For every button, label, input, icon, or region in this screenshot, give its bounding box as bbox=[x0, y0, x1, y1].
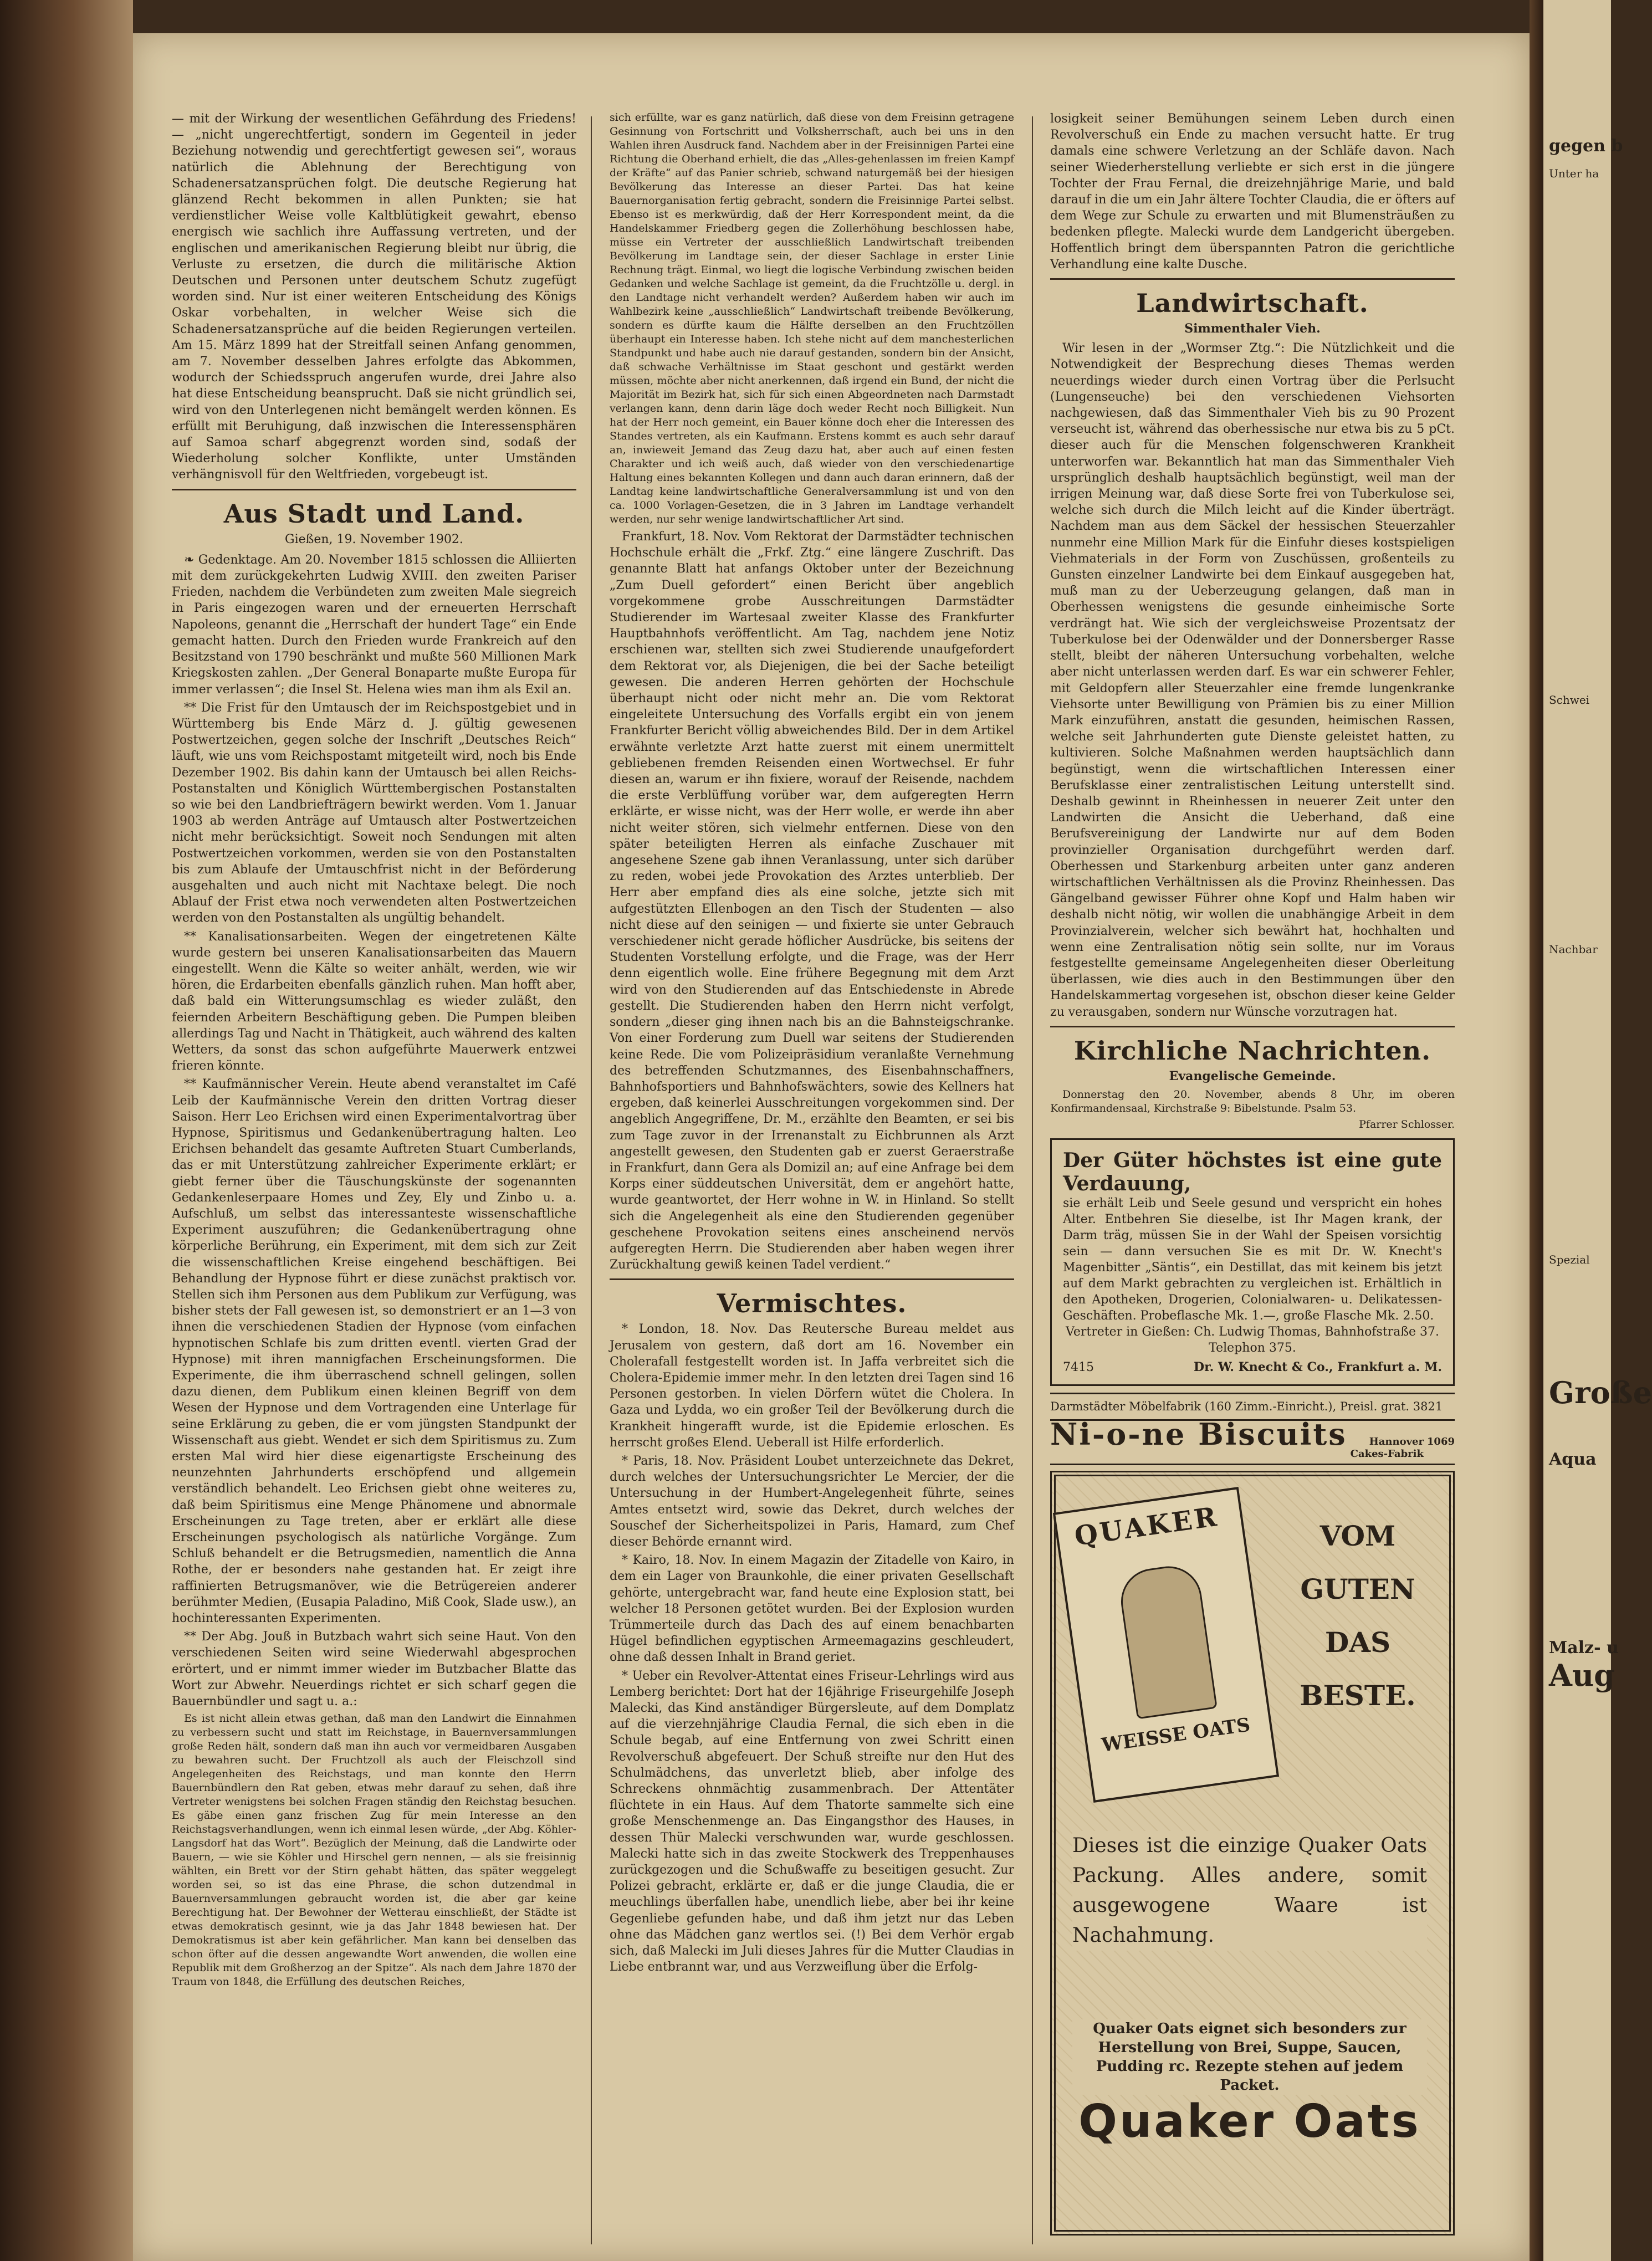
section-heading-aus-stadt-und-land: Aus Stadt und Land. bbox=[223, 498, 525, 529]
subheading-evangelische-gemeinde: Evangelische Gemeinde. bbox=[1169, 1068, 1336, 1083]
quaker-figure-icon bbox=[1117, 1562, 1218, 1720]
section-heading-landwirtschaft: Landwirtschaft. bbox=[1136, 288, 1369, 319]
ad-saentis-firm: Dr. W. Knecht & Co., Frankfurt a. M. bbox=[1194, 1359, 1442, 1374]
article-kairo: * Kairo, 18. Nov. In einem Magazin der Zitadelle von Kairo, in dem ein Lager von Braunkohle, die einer privaten Gesellschaft gehörte, untergebracht war, fand heute eine Explosion statt, bei welcher 18 Personen getötet wurden. Bei der Explosion wurden Trümmerteile durch das Dach des auf einem benachbarten Hügel befindlichen egyptischen Armeemagazins geschleudert, ohne daß dessen Inhalt in Brand geriet. bbox=[610, 1553, 1014, 1665]
article-abg-jouss: ** Der Abg. Jouß in Butzbach wahrt sich seine Haut. Von den verschiedenen Seiten wird seine Wiederwahl abgesprochen erörtert, und er nimmt immer wieder im Butzbacher Blatte das Wort zur Abwehr. Neuerdings richtet er sich scharf gegen die Bauernbündler und sagt u. a.: bbox=[172, 1630, 576, 1709]
next-page-fragment: Aqua bbox=[1549, 1450, 1597, 1469]
ad-saentis-magenbitter bbox=[1050, 1138, 1455, 1386]
quaker-package-label: QUAKER bbox=[1072, 1501, 1221, 1552]
church-notice: Donnerstag den 20. November, abends 8 Uhr, im oberen Konfirmandensaal, Kirchstraße 9: Bibelstunde. Psalm 53. bbox=[1050, 1088, 1455, 1114]
section-divider bbox=[1050, 278, 1455, 280]
subheading-simmenthaler-vieh: Simmenthaler Vieh. bbox=[1184, 321, 1321, 336]
section-divider bbox=[172, 489, 576, 490]
next-page-fragment: Nachbar bbox=[1549, 943, 1598, 956]
ad-quaker-oats bbox=[1050, 1471, 1455, 2236]
quaker-slogan: VOM GUTEN DAS BESTE. bbox=[1300, 1520, 1416, 1712]
article-london: * London, 18. Nov. Das Reutersche Bureau meldet aus Jerusalem von gestern, daß dort am 16. November ein Cholerafall festgestellt worden ist. In Jaffa verbreitet sich die Cholera-Epidemie immer mehr. In den letzten drei Tagen sind 16 Personen gestorben. In vielen Dörfern wütet die Cholera. In Gaza und Lydda, wo ein großer Teil der Bevölkerung durch die Krankheit hingerafft wurde, ist die Epidemie erloschen. Es herrscht großes Elend. Ueberall ist Hilfe erforderlich. bbox=[610, 1322, 1014, 1450]
article-umtausch-frist: ** Die Frist für den Umtausch der im Reichspostgebiet und in Württemberg bis Ende März d. J. gültig gewesenen Postwertzeichen, gegen solche der Inschrift „Deutsches Reich“ läuft, wie uns vom Reichspostamt mitgeteilt wird, noch bis Ende Dezember 1902. Bis dahin kann der Umtausch bei allen Reichs-Postanstalten und Königlich Württembergischen Postanstalten so wie bei den Landbriefträgern bewirkt werden. Vom 1. Januar 1903 ab werden Anträge auf Umtausch alter Postwertzeichen nicht mehr berücksichtigt. Soweit noch Sendungen mit alten Postwertzeichen vorkommen, werden sie von den Postanstalten bis zum Ablaufe der Umtauschfrist nicht in der Beförderung ausgehalten und auch nicht mit Nachtaxe belegt. Die noch Ablauf der Frist etwa noch verwendeten alten Postwertzeichen werden von den Postanstalten als ungültig behandelt. bbox=[172, 700, 576, 925]
next-page-fragment: Spezial bbox=[1549, 1253, 1590, 1266]
ad-nione-city: Hannover bbox=[1369, 1436, 1424, 1448]
article-revolver-attentat: * Ueber ein Revolver-Attentat eines Friseur-Lehrlings wird aus Lemberg berichtet: Dort hat der 16jährige Friseurgehilfe Joseph Malecki, das Kind anständiger Bürgersleute, auf dem Domplatz auf die vierzehnjährige Claudia Fernal, die sich eben in die Schule begab, auf eine Entfernung von zwei Schritt einen Revolverschuß abgefeuert. Der Schuß streifte nur den Hut des Schulmädchens, das unverletzt blieb, aber infolge des Schreckens ohnmächtig zusammenbrach. Der Attentäter flüchtete in ein Haus. Auf dem Thatorte sammelte sich eine große Menschenmenge an. Das Eingangsthor des Hauses, in dessen Thür Malecki verschwunden war, wurde geschlossen. Malecki hatte sich in das zweite Stockwerk des Treppenhauses zurückgezogen und die Schußwaffe zu beseitigen gesucht. Zur Polizei gebracht, erklärte er, daß er die junge Claudia, die er meuchlings überfallen habe, unendlich liebe, aber bei ihr keine Gegenliebe gefunden habe, und daß ihm jetzt nur das Leben ohne das Mädchen ganz wertlos sei. (!) Bei dem Verhör ergab sich, daß Malecki im Juli dieses Jahres für die Mutter Claudias in Liebe entbrannt war, und aus Verzweiflung über die Erfolg- bbox=[610, 1669, 1014, 1974]
quaker-package-sub: WEISSE OATS bbox=[1100, 1713, 1252, 1757]
ad-nione-factory: Cakes-Fabrik bbox=[1350, 1448, 1424, 1460]
ad-saentis-code: 7415 bbox=[1063, 1360, 1094, 1374]
quaker-recommendation: Quaker Oats eignet sich besonders zur Herstellung von Brei, Suppe, Saucen, Pudding rc. Rezepte stehen auf jedem Packet. bbox=[1072, 2019, 1427, 2095]
section-heading-kirchliche-nachrichten: Kirchliche Nachrichten. bbox=[1073, 1035, 1431, 1066]
samoa-article-end: — mit der Wirkung der wesentlichen Gefährdung des Friedens! — „nicht ungerechtfertigt, sondern im Gegenteil in jeder Beziehung notwendig und gerechtfertigt gewesen sei“, woraus natürlich die Ablehnung der Berechtigung von Schadenersatzansprüchen folgt. Die deutsche Regierung hat glänzend Recht bekommen in allen Punkten; sie hat verdienstlicher Weise volle Kaltblütigkeit gewahrt, ebenso energisch wie sachlich ihre Auffassung vertreten, und der englischen und amerikanischen Regierung bleibt nur übrig, die Verluste zu ersetzen, die durch die militärische Aktion Deutschen und Personen unter deutschem Schutz zugefügt worden sind. Nur ist einer weiteren Entscheidung des Königs Oskar vorbehalten, in welcher Weise sich die Schadenersatzansprüche auf die beiden Regierungen verteilen. Am 15. März 1899 hat der Streitfall seinen Anfang genommen, am 7. November desselben Jahres erfolgte das Abkommen, wodurch der Schiedsspruch angerufen wurde, drei Jahre also hat diese Entscheidung beansprucht. Daß sie nicht gründlich sei, wird von den Unterlegenen nicht bemängelt werden können. Es erfüllt mit Beruhigung, daß inzwischen die Interessensphären auf Samoa scharf abgegrenzt worden sind, sodaß der Wiederholung solcher Konflikte, unter Umständen verhängnisvoll für den Weltfrieden, vorgebeugt ist. bbox=[172, 112, 576, 482]
column-rule bbox=[1032, 116, 1033, 2244]
next-page-fragment: Aug bbox=[1549, 1658, 1615, 1693]
book-binding bbox=[0, 0, 133, 2261]
next-page-fragment: Malz- u bbox=[1549, 1638, 1619, 1658]
attentat-continuation: losigkeit seiner Bemühungen seinem Leben durch einen Revolverschuß ein Ende zu machen versucht hatte. Er trug damals eine schwere Verletzung an der Schläfe davon. Nach seiner Wiederherstellung verliebte er sich erst in die jüngere Tochter der Frau Fernal, die dreizehnjährige Marie, und bald darauf in die um ein Jahr ältere Tochter Claudia, die er öfters auf dem Wege zur Schule zu erwarten und mit Blumensträußen zu bedenken pflegte. Malecki wurde dem Landgericht übergeben. Hoffentlich bringt dem überspannten Patron die gerichtliche Verhandlung eine kalte Dusche. bbox=[1050, 112, 1455, 272]
quaker-brand-logo: Quaker Oats bbox=[1072, 2114, 1427, 2130]
next-page-edge bbox=[1543, 0, 1652, 2261]
column-3 bbox=[1050, 111, 1455, 2250]
next-page-fragment: Unter ha bbox=[1549, 167, 1599, 180]
section-divider bbox=[610, 1278, 1014, 1280]
quaker-text: Dieses ist die einzige Quaker Oats Packung. Alles andere, somit ausgewogene Waare ist Nachahmung. bbox=[1072, 1831, 1427, 1951]
church-signature: Pfarrer Schlosser. bbox=[1359, 1118, 1455, 1130]
article-kaufmaennischer-verein: ** Kaufmännischer Verein. Heute abend veranstaltet im Café Leib der Kaufmännische Verein den dritten Vortrag dieser Saison. Herr Leo Erichsen wird einen Experimentalvortrag über Hypnose, Spiritismus und Gedankenübertragung halten. Leo Erichsen behandelt das gesamte Auftreten Stuart Cumberlands, das er mit Unterstützung zahlreicher Experimente erklärt; er giebt ferner über die Täuschungskünste der sogenannten Gedankenleserpaare Homes und Zey, Ely und Zinbo u. a. Aufschluß, um selbst das interessanteste wissenschaftliche Experiment auszuführen; die Gedankenübertragung ohne körperliche Berührung, ein Experiment, mit dem sich zur Zeit die wissenschaftlichen Kreise eingehend beschäftigen. Bei Behandlung der Hypnose führt er diese zunächst praktisch vor. Stellen sich ihm Personen aus dem Publikum zur Verfügung, was bisher stets der Fall gewesen ist, so demonstriert er an 1—3 von ihnen die verschiedenen Stadien der Hypnose (vom einfachen hypnotischen Schlafe bis zum dritten eventl. vierten Grad der Hypnose) mit ihren mannigfachen Erscheinungsformen. Die Experimente, die ihm überraschend schnell gelingen, sollen dazu dienen, dem Publikum einen kleinen Begriff von dem Wesen der Hypnose und dem Vortragenden eine Unterlage für seine Erklärung zu geben, die er vom jüngsten Standpunkt der Wissenschaft aus giebt. Wendet er sich dem Spiritismus zu. Zum ersten Mal wird hier diese eigenartigste Erscheinung des neunzehnten Jahrhunderts erschöpfend und allgemein verständlich behandelt. Leo Erichsen giebt ohne weiteres zu, daß beim Spiritismus eine Menge Phänomene und abnormale Erscheinungen zu Tage treten, aber er erklärt alle diese Erscheinungen psychologisch als natürliche Vorgänge. Zum Schluß behandelt er die Betrugsmedien, namentlich die Anna Rothe, der er besonders nahe gestanden hat. Er zeigt ihre raffinierten Betrugsmanöver, wie die Betrügereien anderer berühmter Medien, (Eusapia Paladino, Miß Cook, Slade usw.), an hochinteressanten Experimenten. bbox=[172, 1077, 576, 1626]
article-abg-jouss-quote: Es ist nicht allein etwas gethan, daß man den Landwirt die Einnahmen zu verbessern sucht und statt im Reichstage, in Bauernversammlungen große Reden hält, sondern daß man ihn auch vor vermeidbaren Ausgaben zu bewahren sucht. Der Fruchtzoll als auch der Fleischzoll sind Angelegenheiten des Reichstags, und man konnte den Herrn Bauernbündlern den Rat geben, etwas mehr darauf zu sehen, daß ihre Vertreter wenigstens bei solchen Fragen ständig den Reichstag besuchen. Es gäbe einen ganz frischen Zug für mein Interesse an den Reichstagsverhandlungen, wenn ich einmal lesen würde, „der Abg. Köhler-Langsdorf hat das Wort“. Bezüglich der Meinung, daß die Landwirte oder Bauern, — wie sie Köhler und Hirschel gern nennen, — als sie freisinnig wählten, ein Brett vor der Stirn gehabt hätten, das später weggelegt worden sei, so ist das eine Phrase, die schon dutzendmal in Bauernversammlungen gebraucht worden ist, die aber gar keine Berechtigung hat. Der Bewohner der Wetterau einschließt, der Städte ist etwas demokratisch gesinnt, wie ja das Jahr 1848 bewiesen hat. Der Demokratismus ist aber kein gefährlicher. Man kann bei denselben das schon öfter auf die dessen angewandte Wort anwenden, die wollen eine Republik mit dem Großherzog an der Spitze“. Als nach dem Jahre 1870 der Traum von 1848, die Erfüllung des deutschen Reiches, bbox=[172, 1712, 576, 1988]
dateline: Gießen, 19. November 1902. bbox=[285, 532, 463, 546]
article-paris: * Paris, 18. Nov. Präsident Loubet unterzeichnete das Dekret, durch welches der Untersuchungsrichter Le Mercier, der die Untersuchung in der Humbert-Angelegenheit führte, seines Amtes entsetzt wird, sowie das Dekret, durch welches der Souschef der Sicherheitspolizei in Paris, Hamard, zum Chef dieser Behörde ernannt wird. bbox=[610, 1454, 1014, 1549]
next-page-fragment: gegen b bbox=[1549, 136, 1623, 156]
section-divider bbox=[1050, 1026, 1455, 1027]
quote-continuation: sich erfüllte, war es ganz natürlich, daß diese von dem Freisinn getragene Gesinnung von Fortschritt und Volksherrschaft, auch bei uns in den Wahlen ihren Ausdruck fand. Nachdem aber in der Freisinnigen Partei eine Richtung die Oberhand erhielt, die das „Alles-gehenlassen im freien Kampf der Kräfte“ auf das Panier schrieb, schwand naturgemäß bei der hiesigen Bevölkerung das Interesse an dieser Partei. Das hat keine Bauernorganisation fertig gebracht, sondern die Freisinnige Partei selbst. Ebenso ist es merkwürdig, daß der Herr Korrespondent meint, da die Handelskammer Friedberg gegen die Zollerhöhung beschlossen habe, müsse ein Vertreter der ausschließlich Landwirtschaft treibenden Bevölkerung im Landtage sein, der dieser Sachlage in erster Linie Rechnung trägt. Einmal, wo liegt die logische Verbindung zwischen beiden Gedanken und welche Sachlage ist gemeint, da die Fruchtzölle u. dergl. in den Landtage nicht verhandelt werden? Außerdem haben wir auch im Wahlbezirk keine „ausschließlich“ Landwirtschaft treibende Bevölkerung, sondern es dürfte kaum die Hälfte derselben an den Fruchtzöllen überhaupt ein Interesse haben. Ich stehe nicht auf dem manchesterlichen Standpunkt und habe auch nie darauf gestanden, sondern bin der Ansicht, daß schwache Verhältnisse im Staat geschont und gestärkt werden müssen, möchte aber nicht anerkennen, daß irgend ein Bund, der nicht die Majorität im Bezirk hat, sich für sich einen Abgeordneten nach Darmstadt verlangen kann, denn darin läge doch weder Recht noch Billigkeit. Nun hat der Herr noch gemeint, ein Bauer könne doch eher die Interessen des Standes vertreten, als ein Kaufmann. Erstens kommt es auch sehr darauf an, inwieweit Jemand das Zeug dazu hat, aber auch auf einen festen Charakter und ich weiß auch, daß wieder von den verschiedenartige Haltung eines bekannten Kollegen und dann auch daran erinnern, daß der Landtag keine landwirtschaftliche Generalversammlung ist und von den ca. 1000 Vorlagen-Gesetzen, die in 3 Jahren im Landtage verhandelt werden, nur sehr wenige landwirtschaftlicher Art sind. bbox=[610, 111, 1014, 525]
article-simmenthaler-vieh: Wir lesen in der „Wormser Ztg.“: Die Nützlichkeit und die Notwendigkeit der Besprechung dieses Themas werden neuerdings wieder durch einen Vortrag über die Perlsucht (Lungenseuche) bei den verschiedenen Viehsorten nachgewiesen, daß das Simmenthaler Vieh bis zu 90 Prozent verseucht ist, während das oberhessische nur etwa bis zu 5 pCt. dieser auch für die Menschen folgenschweren Krankheit unterworfen war. Bekanntlich hat man das Simmenthaler Vieh ursprünglich deshalb hauptsächlich begünstigt, weil man der irrigen Meinung war, daß diese Sorte frei von Tuberkulose sei, welche sich durch die Milch leicht auf die Kinder überträgt. Nachdem man aus dem Säckel der hessischen Steuerzahler nunmehr eine Million Mark für die Einfuhr dieses kostspieligen Viehmaterials in der Form von Zuschüssen, großenteils zu Gunsten einzelner Landwirte bei dem Einkauf ausgegeben hat, muß man zu der Ueberzeugung gelangen, daß man in Oberhessen wenigstens die gesunde einheimische Sorte verdrängt hat. Wie sich der vergleichsweise Prozentsatz der Tuberkulose bei der Odenwälder und der Donnersberger Rasse stellt, bleibt der näheren Untersuchung vorbehalten, welche aber nicht unterlassen werden darf. Es war ein schwerer Fehler, mit Geldopfern aller Steuerzahler eine fremde lungenkranke Viehsorte unter Bewilligung von Prämien bis zu einer Million Mark einzuführen, anstatt die gesunden, heimischen Rassen, welche seit Jahrhunderten gute Dienste geleistet hatten, zu kultivieren. Solche Maßnahmen werden hauptsächlich dann begünstigt, wenn die wirtschaftlichen Interessen einer Berufsklasse einer zentralistischen Leitung unterstellt sind. Deshalb gewinnt in Rheinhessen in neuerer Zeit unter den Landwirten die Ansicht die Ueberhand, daß eine Berufsvereinigung der Landwirte nur auf dem Boden provinzieller Organisation durchgeführt werden darf. Oberhessen und Starkenburg arbeiten unter ganz anderen wirtschaftlichen Verhältnissen als die Provinz Rheinhessen. Das Gängelband gewisser Führer ohne Kopf und Halm haben wir deshalb nicht nötig, wir wollen die unabhängige Arbeit in dem Provinzialverein, welcher sich bewährt hat, hochhalten und wenn eine Zentralisation nötig sein sollte, nur im Voraus festgestellte gemeinsame Angelegenheiten dieser Oberleitung überlassen, wie dies auch in den Bestimmungen über den Handelskammertag vorgesehen ist, obschon dieser keine Gelder zu verausgaben, sondern nur Wünsche vorzutragen hat. bbox=[1050, 341, 1455, 1019]
article-gedenktage: ❧ Gedenktage. Am 20. November 1815 schlossen die Alliierten mit dem zurückgekehrten Ludwig XVIII. den zweiten Pariser Frieden, nachdem die Verbündeten zum zweiten Male siegreich in Paris eingezogen waren und der erneuerten Herrschaft Napoleons, genannt die „Herrschaft der hundert Tage“ ein Ende gemacht hatten. Durch den Frieden wurde Frankreich auf den Besitzstand von 1790 beschränkt und mußte 560 Millionen Mark Kriegskosten zahlen. „Der General Bonaparte mußte Europa für immer verlassen“; die Insel St. Helena wies man ihm als Exil an. bbox=[172, 553, 576, 697]
ad-saentis-title: Der Güter höchstes ist eine gute Verdauung, bbox=[1063, 1148, 1442, 1195]
ad-nione-biscuits bbox=[1050, 1416, 1455, 1465]
article-frankfurt: Frankfurt, 18. Nov. Vom Rektorat der Darmstädter technischen Hochschule erhält die „Frkf. Ztg.“ eine längere Zuschrift. Das genannte Blatt hat anfangs Oktober unter der Bezeichnung „Zum Duell gefordert“ einen Bericht über angeblich vorgekommene grobe Ausschreitungen Darmstädter Studierender im Wartesaal zweiter Klasse des Frankfurter Hauptbahnhofs veröffentlicht. Am Tag, nachdem jene Notiz erschienen war, stellten sich zwei Studierende unaufgefordert dem Rektorat vor, als Diejenigen, die bei der Sache beteiligt gewesen. Die anderen Herren gehörten der Hochschule überhaupt nicht oder nicht mehr an. Die vom Rektorat eingeleitete Untersuchung des Vorfalls ergibt ein von jenem Frankfurter Bericht völlig abweichendes Bild. Der in dem Artikel erwähnte verletzte Arzt hatte zuerst mit einem unermittelt gebliebenen fremden Reisenden einen Wortwechsel. Er fuhr diesen an, warum er ihn fixiere, worauf der Reisende, nachdem die erste Verblüffung vorüber war, dem aufgeregten Herrn erklärte, er wisse nicht, was der Herr wolle, er werde ihn aber nicht weiter stören, sich vielmehr entfernen. Diese von den später beteiligten Herren als einfache Zuschauer mit angesehene Szene gab ihnen Veranlassung, unter sich darüber zu reden, wobei jede Provokation des Arztes unterblieb. Der Herr aber empfand dies als eine solche, jetzte sich mit aufgestützten Ellenbogen an den Tisch der Studenten — also nicht diese auf den seinigen — und fixierte sie unter Gebrauch verschiedener nicht gerade höflicher Ausdrücke, bis seitens der Studenten Vorstellung erfolgte, und die Frage, was der Herr denn eigentlich wolle. Eine frühere Begegnung mit dem Arzt wird von den Studierenden auf das Entschiedenste in Abrede gestellt. Die Studierenden haben den Herrn nicht verfolgt, sondern „dieser ging ihnen nach bis an die Bahnsteigschranke. Von einer Forderung zum Duell war seitens der Studierenden keine Rede. Die vom Polizeipräsidium veranlaßte Vernehmung des betreffenden Schutzmannes, des Eisenbahnschaffners, Bahnhofsportiers und Bahnhofswächters, sowie des Kellners hat ergeben, daß keinerlei Ausschreitungen vorgekommen sind. Der angeblich Angegriffene, Dr. M., erzählte den Beamten, er sei bis zum Tage zuvor in der Irrenanstalt zu Eichbrunnen als Arzt angestellt gewesen, den Studenten gab er zuerst Geraerstraße in Frankfurt, dann Gera als Domizil an; auf eine Anfrage bei dem Korps einer süddeutschen Universität, dem er angehört hatte, wurde geantwortet, der Herr wohne in W. in Hinland. So stellt sich die Angelegenheit als eine den Studierenden gegenüber geschehene Provokation seitens eines anscheinend nervös aufgeregten Herrn. Die Studierenden aber haben wegen ihrer Zurückhaltung gewiß keinen Tadel verdient.“ bbox=[610, 530, 1014, 1272]
page-gutter-shadow bbox=[1530, 0, 1543, 2261]
newspaper-page bbox=[133, 33, 1530, 2261]
ad-nione-code: 1069 bbox=[1426, 1436, 1455, 1448]
ad-saentis-footer bbox=[1063, 1359, 1442, 1375]
article-kanalisation: ** Kanalisationsarbeiten. Wegen der eingetretenen Kälte wurde gestern bei unseren Kanalisationsarbeiten das Mauern eingestellt. Wenn die Kälte so weiter anhält, werden, wie wir hören, die Erdarbeiten ebenfalls gänzlich ruhen. Man hofft aber, daß bald ein Witterungsumschlag es wieder zuläßt, den feiernden Arbeitern Beschäftigung geben. Die Pumpen bleiben allerdings Tag und Nacht in Thätigkeit, auch während des kalten Wetters, da sonst das schon aufgeführte Mauerwerk entzwei frieren könnte. bbox=[172, 929, 576, 1073]
column-rule bbox=[591, 116, 592, 2244]
ad-nione-name: Ni-o-ne Biscuits bbox=[1050, 1416, 1347, 1452]
ad-saentis-agent: Vertreter in Gießen: Ch. Ludwig Thomas, Bahnhofstraße 37. Telephon 375. bbox=[1065, 1324, 1440, 1355]
ad-nione-side bbox=[1351, 1436, 1424, 1460]
next-page-fragment: Schwei bbox=[1549, 693, 1590, 707]
quaker-package-illustration bbox=[1053, 1487, 1279, 1803]
next-page-fragment: Große bbox=[1549, 1375, 1652, 1410]
ad-moebelfabrik: Darmstädter Möbelfabrik (160 Zimm.-Einricht.), Preisl. grat. 3821 bbox=[1050, 1393, 1455, 1421]
ad-saentis-body: sie erhält Leib und Seele gesund und verspricht ein hohes Alter. Entbehren Sie dieselbe, ist Ihr Magen krank, der Darm träg, müssen Sie in der Wahl der Speisen vorsichtig sein — dann versuchen Sie es mit Dr. W. Knecht's Magenbitter „Säntis“, ein Destillat, das mit keinem bis jetzt auf dem Markt gebrachten zu vergleichen ist. Erhältlich in den Apotheken, Drogerien, Colonialwaren- u. Delikatessen-Geschäften. Probeflasche Mk. 1.—, große Flasche Mk. 2.50. bbox=[1063, 1196, 1442, 1323]
column-2 bbox=[610, 111, 1014, 2250]
column-1 bbox=[172, 111, 576, 2250]
section-heading-vermischtes: Vermischtes. bbox=[717, 1288, 907, 1319]
